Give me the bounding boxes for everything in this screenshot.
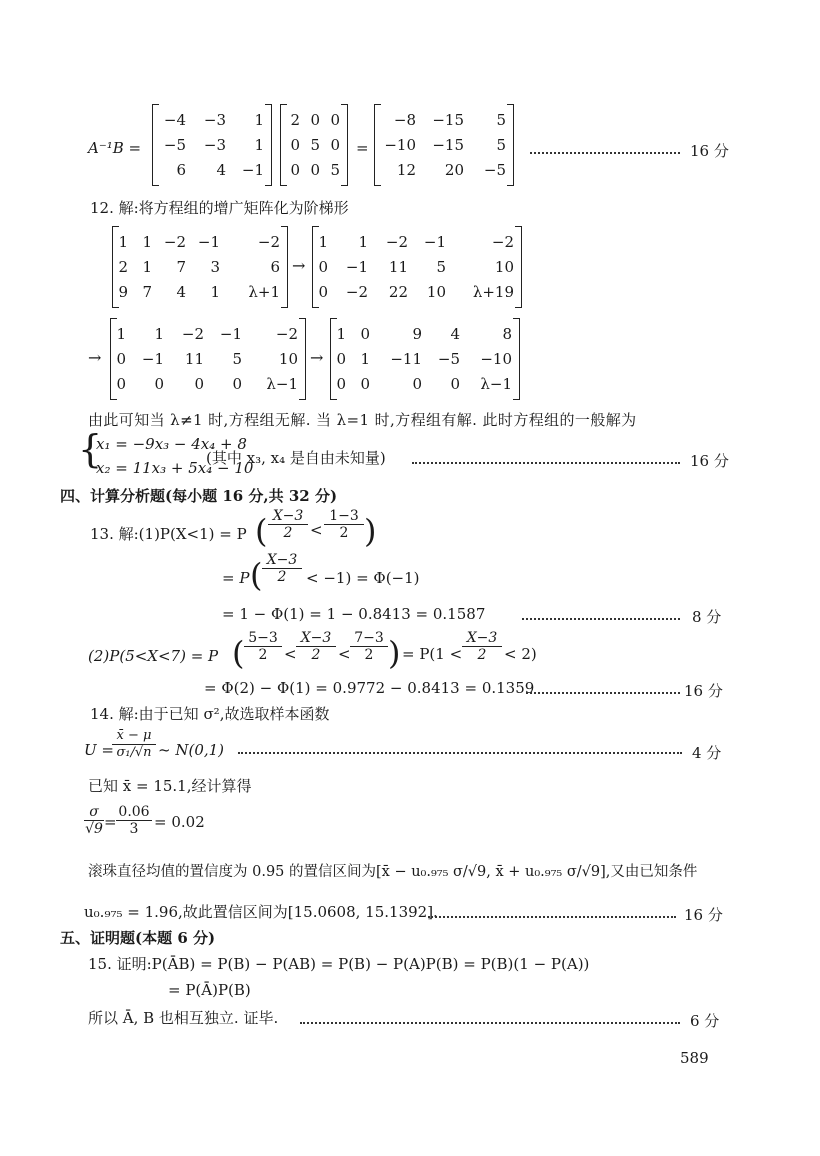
q13-line2-rest: < −1) = Φ(−1) [306,569,420,587]
fraction: $\frac{x̄ - \mu}{\text{σ₁/√n}}$ [112,728,156,761]
matrix-cell: 1 [254,136,264,154]
matrix-cell: 1 [358,233,368,251]
matrix-cell: 20 [444,161,464,179]
q13-line4-mid: = P(1 < [402,645,463,663]
fraction: $\frac{X-3}{2}$ [262,552,302,585]
matrix-cell: 0 [336,375,346,393]
matrix-result [374,104,514,186]
arrow-2: → [88,348,102,367]
matrix-row [374,135,514,155]
fraction: $\frac{1-3}{2}$ [324,508,364,541]
matrix-cell: 5 [496,111,506,129]
matrix-cell: λ−1 [266,375,298,393]
q13-line4-end: < 2) [504,645,537,663]
paren-close: ) [364,512,377,550]
matrix-cell: −1 [345,258,368,276]
normal-distribution: ~ N(0,1) [158,741,225,759]
matrix-cell: −5 [483,161,506,179]
matrix-cell: 1 [254,111,264,129]
statistic-u: U = [84,741,114,759]
arrow-1: → [292,256,306,275]
matrix-cell: −11 [390,350,422,368]
matrix-cell: −5 [437,350,460,368]
matrix-row [280,135,348,155]
q15-line2: = P(Ā)P(B) [168,981,251,999]
matrix-cell: 4 [176,283,186,301]
sigma-result: = 0.02 [154,813,205,831]
matrix-cell: 6 [176,161,186,179]
leader-dots [412,462,680,464]
matrix-cell: λ+19 [472,283,514,301]
equals: = [104,813,117,831]
matrix-cell: 10 [494,258,514,276]
fraction: $\frac{X-3}{2}$ [296,630,336,663]
q13-line5: = Φ(2) − Φ(1) = 0.9772 − 0.8413 = 0.1359 [204,679,535,697]
fraction: $\frac{X-3}{2}$ [268,508,308,541]
matrix-cell: −8 [393,111,416,129]
less-than: < [284,645,297,663]
matrix-row [374,110,514,130]
matrix-cell: −2 [385,233,408,251]
matrix-cell: −1 [423,233,446,251]
matrix-cell: 1 [318,233,328,251]
fraction: $\frac{5-3}{2}$ [244,630,282,663]
q13-line2: = P [222,569,250,587]
matrix-row [330,374,520,394]
matrix-cell: 5 [436,258,446,276]
matrix-row [280,160,348,180]
matrix-cell: 6 [270,258,280,276]
matrix-cell: 0 [318,258,328,276]
score-q12: 16 分 [690,452,729,470]
matrix-cell: −5 [163,136,186,154]
matrix-cell: −10 [384,136,416,154]
matrix-cell: 0 [360,375,370,393]
matrix-row [312,232,522,252]
free-variable-note: (其中 x₃, x₄ 是自由未知量) [206,449,386,467]
matrix-cell: 1 [154,325,164,343]
matrix-cell: −1 [197,233,220,251]
matrix-cell: 0 [360,325,370,343]
matrix-cell: 0 [450,375,460,393]
section-5-title: 五、证明题(本题 6 分) [60,929,216,947]
matrix-cell: 0 [318,283,328,301]
matrix-cell: 1 [210,283,220,301]
matrix-cell: −2 [257,233,280,251]
matrix-row [312,282,522,302]
matrix-cell: 0 [310,111,320,129]
matrix-cell: −1 [219,325,242,343]
matrix-b [280,104,348,186]
matrix-cell: 12 [396,161,416,179]
q15-line1: 15. 证明:P(ĀB) = P(B) − P(AB) = P(B) − P(A)P(B) = P(B)(1 − P(A)) [88,955,590,973]
leader-dots [238,752,682,754]
matrix-cell: 0 [310,161,320,179]
matrix-step-2 [110,318,306,400]
matrix-cell: −2 [275,325,298,343]
matrix-cell: 1 [116,325,126,343]
matrix-row [110,349,306,369]
matrix-cell: −2 [163,233,186,251]
matrix-cell: λ−1 [480,375,512,393]
matrix-cell: 3 [210,258,220,276]
leader-dots [526,692,680,694]
matrix-row [330,349,520,369]
matrix-cell: −2 [345,283,368,301]
matrix-row [152,135,272,155]
matrix-cell: 4 [450,325,460,343]
matrix-cell: 0 [154,375,164,393]
paren-open: ( [250,556,263,594]
matrix-cell: 10 [426,283,446,301]
matrix-cell: 7 [142,283,152,301]
less-than: < [310,521,323,539]
leader-dots [522,618,680,620]
matrix-cell: 10 [278,350,298,368]
matrix-echelon [330,318,520,400]
solution-x1: x₁ = −9x₃ − 4x₄ + 8 [96,435,247,453]
brace-icon: { [78,427,103,471]
q12-conclusion: 由此可知当 λ≠1 时,方程组无解. 当 λ=1 时,方程组有解. 此时方程组的一般解为 [88,411,637,429]
q13-line3: = 1 − Φ(1) = 1 − 0.8413 = 0.1587 [222,605,486,623]
matrix-cell: 5 [232,350,242,368]
eq11-lhs: A⁻¹B = [88,139,142,157]
matrix-cell: 9 [412,325,422,343]
matrix-cell: 11 [388,258,408,276]
score-q14-1: 4 分 [692,744,722,762]
score-q13-1: 8 分 [692,608,722,626]
matrix-cell: 0 [412,375,422,393]
q13-line4: (2)P(5<X<7) = P [88,647,219,665]
matrix-cell: −1 [241,161,264,179]
matrix-cell: 0 [290,161,300,179]
solution-x2: x₂ = 11x₃ + 5x₄ − 10 [96,459,254,477]
matrix-cell: 2 [118,258,128,276]
q13-line1: 13. 解:(1)P(X<1) = P [90,525,247,543]
matrix-cell: −4 [163,111,186,129]
matrix-step-1 [312,226,522,308]
matrix-cell: 0 [116,350,126,368]
q15-conclusion: 所以 Ā, B 也相互独立. 证毕. [88,1009,279,1027]
matrix-cell: −3 [203,136,226,154]
matrix-row [112,232,288,252]
augmented-matrix [112,226,288,308]
matrix-row [312,257,522,277]
paren-open: ( [232,634,245,672]
page-number: 589 [680,1049,709,1067]
fraction: $\frac{\sigma}{√9}$ [85,804,103,837]
matrix-a-inverse [152,104,272,186]
matrix-cell: −2 [181,325,204,343]
score-q14-2: 16 分 [684,906,723,924]
arrow-3: → [310,348,324,367]
leader-dots [300,1022,680,1024]
matrix-cell: 11 [184,350,204,368]
matrix-cell: 1 [142,258,152,276]
fraction: $\frac{0.06}{3}$ [116,804,152,837]
matrix-cell: 4 [216,161,226,179]
matrix-cell: 7 [176,258,186,276]
eq11-equals: = [356,139,369,157]
matrix-row [112,257,288,277]
confidence-interval-result: u₀.₉₇₅ = 1.96,故此置信区间为[15.0608, 15.1392]. [84,903,438,921]
matrix-cell: 0 [330,111,340,129]
matrix-cell: −3 [203,111,226,129]
leader-dots [530,152,680,154]
q14-line1: 14. 解:由于已知 σ²,故选取样本函数 [90,705,330,723]
matrix-cell: 0 [290,136,300,154]
paren-open: ( [255,512,268,550]
matrix-cell: −2 [491,233,514,251]
fraction: $\frac{X-3}{2}$ [462,630,502,663]
q12-title: 12. 解:将方程组的增广矩阵化为阶梯形 [90,199,349,217]
matrix-cell: 9 [118,283,128,301]
matrix-row [330,324,520,344]
matrix-cell: 0 [194,375,204,393]
matrix-row [152,160,272,180]
paren-close: ) [388,634,401,672]
matrix-cell: 5 [496,136,506,154]
section-4-title: 四、计算分析题(每小题 16 分,共 32 分) [60,487,338,505]
matrix-cell: 5 [330,161,340,179]
matrix-cell: 1 [118,233,128,251]
score-q15: 6 分 [690,1012,720,1030]
matrix-cell: −15 [432,111,464,129]
matrix-cell: 2 [290,111,300,129]
matrix-cell: 5 [310,136,320,154]
matrix-row [110,324,306,344]
matrix-row [374,160,514,180]
matrix-cell: 1 [360,350,370,368]
matrix-cell: 8 [502,325,512,343]
matrix-cell: −10 [480,350,512,368]
matrix-cell: 1 [336,325,346,343]
confidence-interval-text: 滚珠直径均值的置信度为 0.95 的置信区间为[x̄ − u₀.₉₇₅ σ/√9, x̄ + u₀.₉₇₅ σ/√9],又由已知条件 [88,864,698,880]
less-than: < [338,645,351,663]
leader-dots [428,916,676,918]
q14-line3: 已知 x̄ = 15.1,经计算得 [88,777,252,795]
matrix-cell: 0 [116,375,126,393]
matrix-row [112,282,288,302]
matrix-cell: 1 [142,233,152,251]
matrix-row [280,110,348,130]
fraction: $\frac{7-3}{2}$ [350,630,388,663]
matrix-cell: 0 [232,375,242,393]
matrix-cell: −15 [432,136,464,154]
matrix-cell: 22 [388,283,408,301]
matrix-cell: 0 [336,350,346,368]
score-q13-2: 16 分 [684,682,723,700]
matrix-cell: −1 [141,350,164,368]
matrix-row [110,374,306,394]
matrix-row [152,110,272,130]
score-eq11: 16 分 [690,142,729,160]
matrix-cell: λ+1 [248,283,280,301]
matrix-cell: 0 [330,136,340,154]
